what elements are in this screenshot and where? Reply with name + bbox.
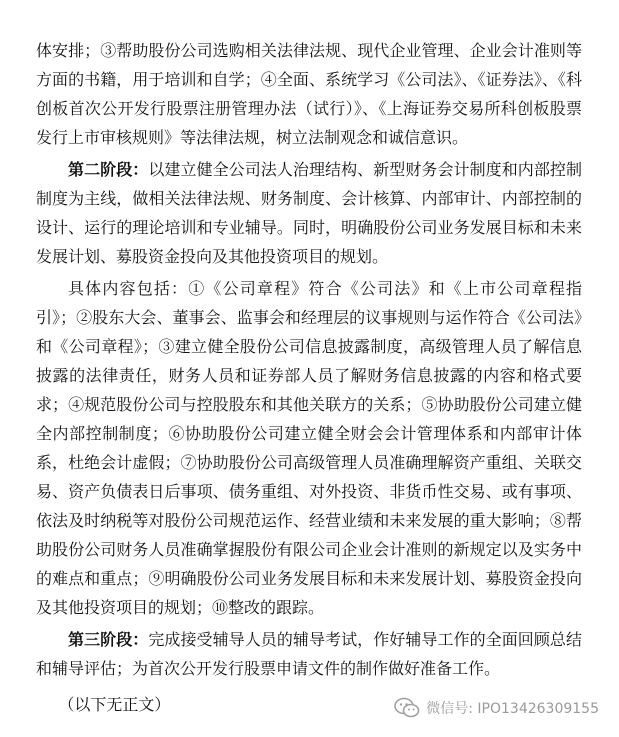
paragraph-1-text: 体安排；③帮助股份公司选购相关法律法规、现代企业管理、企业会计准则等方面的书籍，用于培训和自学；④全面、系统学习《公司法》、《证券法》、《科创板首次公开发行股票注册管理办法（试行）》、《上海证券交易所科创板股票发行上市审核规则》等法律法规，树立法制观念和诚信意识。 xyxy=(36,41,582,147)
end-note: （以下无正文） xyxy=(58,695,171,714)
stage-three-text: 完成接受辅导人员的辅导考试，作好辅导工作的全面回顾总结和辅导评估；为首次公开发行股票申请文件的制作做好准备工作。 xyxy=(36,630,582,678)
stage-three-heading: 第三阶段： xyxy=(68,630,149,649)
paragraph-continuation xyxy=(36,36,582,152)
wechat-watermark xyxy=(394,697,599,719)
paragraph-stage-two xyxy=(36,155,582,271)
stage-two-heading: 第二阶段： xyxy=(68,160,149,179)
watermark-text: 微信号: IPO13426309155 xyxy=(426,701,599,717)
wechat-icon xyxy=(394,697,420,719)
stage-two-text: 以建立健全公司法人治理结构、新型财务会计制度和内部控制制度为主线，做相关法律法规、财务制度、会计核算、内部审计、内部控制的设计、运行的理论培训和专业辅导。同时，明确股份公司业务发展目标和未来发展计划、募股资金投向及其他投资项目的规划。 xyxy=(36,160,582,266)
details-text: 具体内容包括：①《公司章程》符合《公司法》和《上市公司章程指引》；②股东大会、董事会、监事会和经理层的议事规则与运作符合《公司法》和《公司章程》；③建立健全股份公司信息披露制度，高级管理人员了解信息披露的法律责任，财务人员和证券部人员了解财务信息披露的内容和格式要求；④规范股份公司与控股股东和其他关联方的关系；⑤协助股份公司建立健全内部控制制度；⑥协助股份公司建立健全财会会计管理体系和内部审计体系，杜绝会计虚假；⑦协助股份公司高级管理人员准确理解资产重组、关联交易、资产负债表日后事项、债务重组、对外投资、非货币性交易、或有事项、依法及时纳税等对股份公司规范运作、经营业绩和未来发展的重大影响；⑧帮助股份公司财务人员准确掌握股份有限公司企业会计准则的新规定以及实务中的难点和重点；⑨明确股份公司业务发展目标和未来发展计划、募股资金投向及其他投资项目的规划；⑩整改的跟踪。 xyxy=(36,279,582,617)
paragraph-stage-three xyxy=(36,625,582,683)
paragraph-details xyxy=(36,274,582,622)
document-page xyxy=(36,36,582,717)
